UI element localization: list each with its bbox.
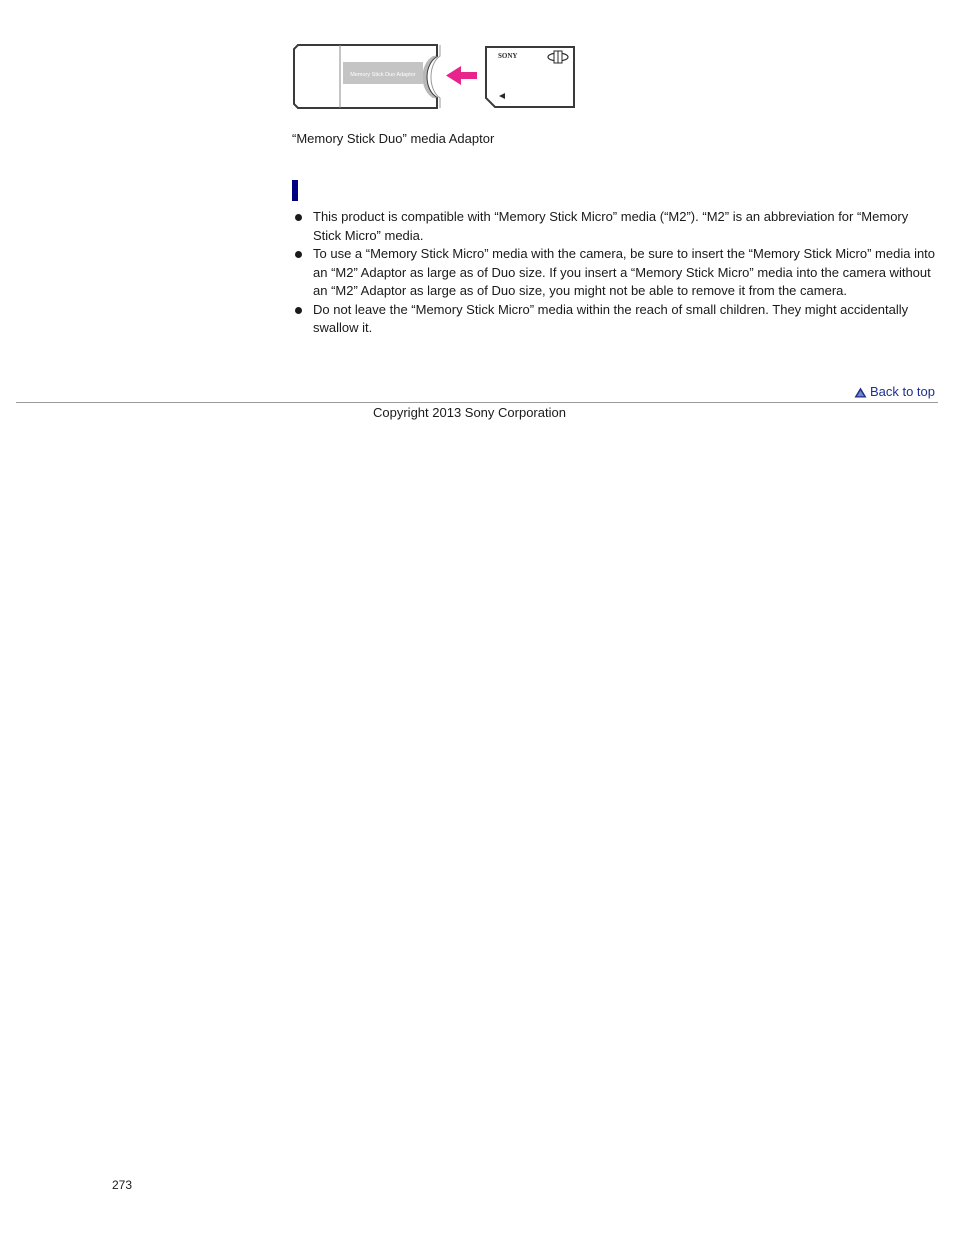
adaptor-label: Memory Stick Duo Adaptor	[350, 72, 416, 78]
list-item-text: Do not leave the “Memory Stick Micro” media within the reach of small children. They might accidentally swallow it.	[313, 301, 909, 335]
page-number: 273	[112, 1178, 133, 1192]
adaptor-graphic	[294, 45, 440, 108]
list-item	[292, 301, 937, 338]
memory-stick-adaptor-illustration	[290, 40, 585, 112]
back-to-top-link[interactable]	[854, 383, 935, 401]
list-item-text: To use a “Memory Stick Micro” media with the camera, be sure to insert the “Memory Stick Micro” media into an “M2” Adaptor as large as of Duo size. If you insert a “Memory Stick Micro” media into the camera without an “M2” Adaptor as large as of Duo size, you might not be able to remove it from the camera.	[313, 246, 936, 298]
copyright-text: Copyright 2013 Sony Corporation	[373, 405, 566, 420]
notes-list	[292, 208, 937, 338]
bullet-icon	[295, 307, 302, 314]
footer-divider	[16, 402, 938, 403]
list-item	[292, 208, 937, 245]
section-marker	[292, 180, 298, 201]
list-item-text: This product is compatible with “Memory Stick Micro” media (“M2”). “M2” is an abbreviation for “Memory Stick Micro” media.	[313, 209, 909, 243]
insert-arrow-icon	[446, 66, 477, 85]
back-to-top-label: Back to top	[869, 384, 935, 399]
up-triangle-icon	[854, 387, 867, 398]
bullet-icon	[295, 214, 302, 221]
memory-stick-micro-card	[486, 47, 574, 107]
card-brand: SONY	[498, 52, 518, 60]
bullet-icon	[295, 251, 302, 258]
figure-caption: “Memory Stick Duo” media Adaptor	[292, 131, 495, 146]
list-item	[292, 245, 937, 301]
